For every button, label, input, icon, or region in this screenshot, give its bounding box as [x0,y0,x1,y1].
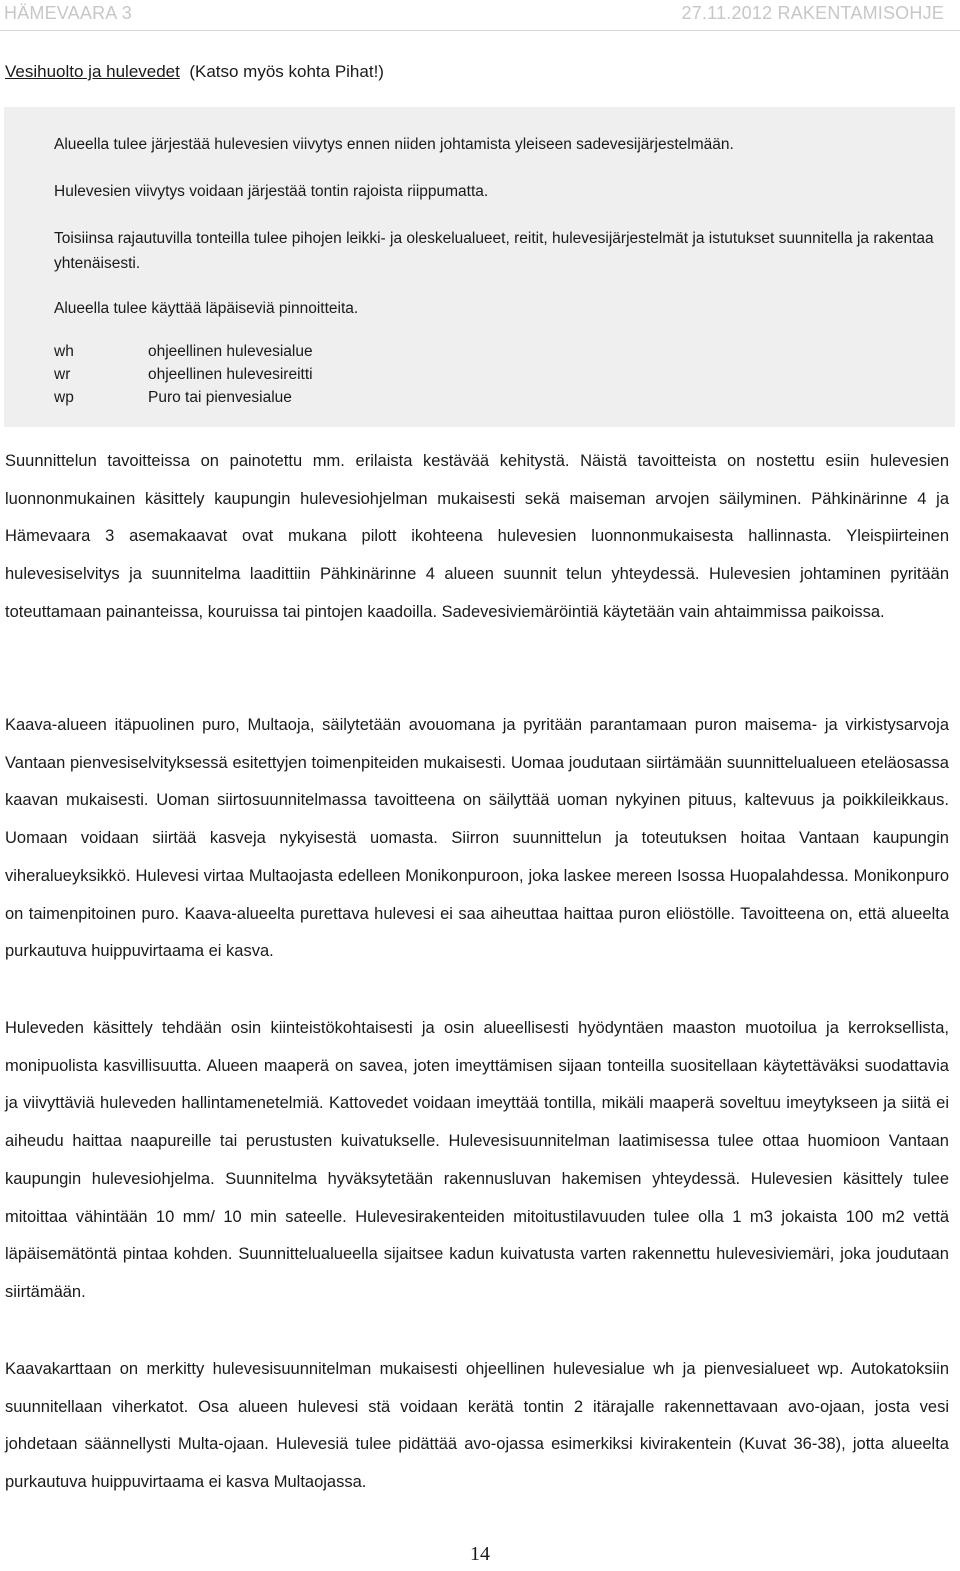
legend-description: Puro tai pienvesialue [148,389,292,406]
page-header [0,0,960,31]
regulation-paragraph: Alueella tulee käyttää läpäiseviä pinnoitteita. [54,300,359,317]
section-title: Vesihuolto ja hulevedet [5,62,180,81]
header-document-title: HÄMEVAARA 3 [4,3,132,23]
legend-description: ohjeellinen hulevesialue [148,343,313,360]
legend-description: ohjeellinen hulevesireitti [148,366,313,383]
body-paragraph: Kaavakarttaan on merkitty hulevesisuunnitelman mukaisesti ohjeellinen hulevesialue wh ja pienvesialueet wp. Autokatoksiin suunnitellaan viherkatot. Osa alueen hulevesi stä voidaan kerätä tontin 2 itärajalle rakennettavaan avo-ojaan, josta vesi johdetaan säännellysti Multa-ojaan. Hulevesiä tulee pidättää avo-ojassa esimerkiksi kivirakentein (Kuvat 36-38), jotta alueelta purkautuva huippuvirtaama ei kasva Multaojassa. [5,1360,949,1492]
regulation-paragraph: Hulevesien viivytys voidaan järjestää tontin rajoista riippumatta. [54,183,489,200]
legend-code: wp [54,389,74,406]
section-heading [5,62,384,82]
body-paragraph: Huleveden käsittely tehdään osin kiinteistökohtaisesti ja osin alueellisesti hyödyntäen maaston muotoilua ja kerroksellista, monipuolista kasvillisuutta. Alueen maaperä on savea, joten imeyttämisen sijaan tonteilla suositellaan käytettäväksi suodattavia ja viivyttäviä huleveden hallintamenetelmiä. Kattovedet voidaan imeyttää tontilla, mikäli maaperä soveltuu imeytykseen ja siitä ei aiheudu haittaa naapureille tai perustusten kuivatukselle. Hulevesisuunnitelman laatimisessa tulee ottaa huomioon Vantaan kaupungin hulevesiohjelma. Suunnitelma hyväksytetään rakennusluvan hakemisen yhteydessä. Hulevesien käsittely tulee mitoittaa vähintään 10 mm/ 10 min sateelle. Hulevesirakenteiden mitoitustilavuuden tulee olla 1 m3 jokaista 100 m2 vettä läpäisemätöntä pintaa kohden. Suunnittelualueella sijaitsee kadun kuivatusta varten rakennettu hulevesiviemäri, joka joudutaan siirtämään. [5,1019,949,1301]
regulation-paragraph: Alueella tulee järjestää hulevesien viivytys ennen niiden johtamista yleiseen sadevesijärjestelmään. [54,136,734,153]
page-number: 14 [470,1543,490,1565]
body-paragraph: Kaava-alueen itäpuolinen puro, Multaoja, säilytetään avouomana ja pyritään parantamaan puron maisema- ja virkistysarvoja Vantaan pienvesiselvityksessä esitettyjen toimenpiteiden mukaisesti. Uomaa joudutaan siirtämään suunnittelualueen eteläosassa kaavan mukaisesti. Uoman siirtosuunnitelmassa tavoitteena on säilyttää uoman nykyinen pituus, kaltevuus ja poikkileikkaus. Uomaan voidaan siirtää kasveja nykyisestä uomasta. Siirron suunnittelun ja toteutuksen hoitaa Vantaan kaupungin viheralueyksikkö. Hulevesi virtaa Multaojasta edelleen Monikonpuroon, joka laskee mereen Isossa Huopalahdessa. Monikonpuro on taimenpitoinen puro. Kaava-alueelta purettava hulevesi ei saa aiheuttaa haittaa puron eliöstölle. Tavoitteena on, että alueelta purkautuva huippuvirtaama ei kasva. [5,716,949,961]
legend-code: wh [54,343,74,360]
regulation-paragraph: Toisiinsa rajautuvilla tonteilla tulee pihojen leikki- ja oleskelualueet, reitit, hulevesijärjestelmät ja istutukset suunnitella ja rakentaa yhtenäisesti. [54,230,934,272]
header-date-section: 27.11.2012 RAKENTAMISOHJE [681,3,944,23]
section-note: (Katso myös kohta Pihat!) [189,62,384,81]
body-paragraph: Suunnittelun tavoitteissa on painotettu mm. erilaista kestävää kehitystä. Näistä tavoitteista on nostettu esiin hulevesien luonnonmukainen käsittely kaupungin hulevesiohjelman mukaisesti sekä maiseman arvojen säilyminen. Pähkinärinne 4 ja Hämevaara 3 asemakaavat ovat mukana pilott ikohteena hulevesien luonnonmukaisesta hallinnasta. Yleispiirteinen hulevesiselvitys ja suunnitelma laadittiin Pähkinärinne 4 alueen suunnit telun yhteydessä. Hulevesien johtaminen pyritään toteuttamaan painanteissa, kouruissa tai pintojen kaadoilla. Sadevesiviemäröintiä käytetään vain ahtaimmissa paikoissa. [5,452,949,621]
legend-code: wr [54,366,71,383]
regulation-box [4,107,955,427]
